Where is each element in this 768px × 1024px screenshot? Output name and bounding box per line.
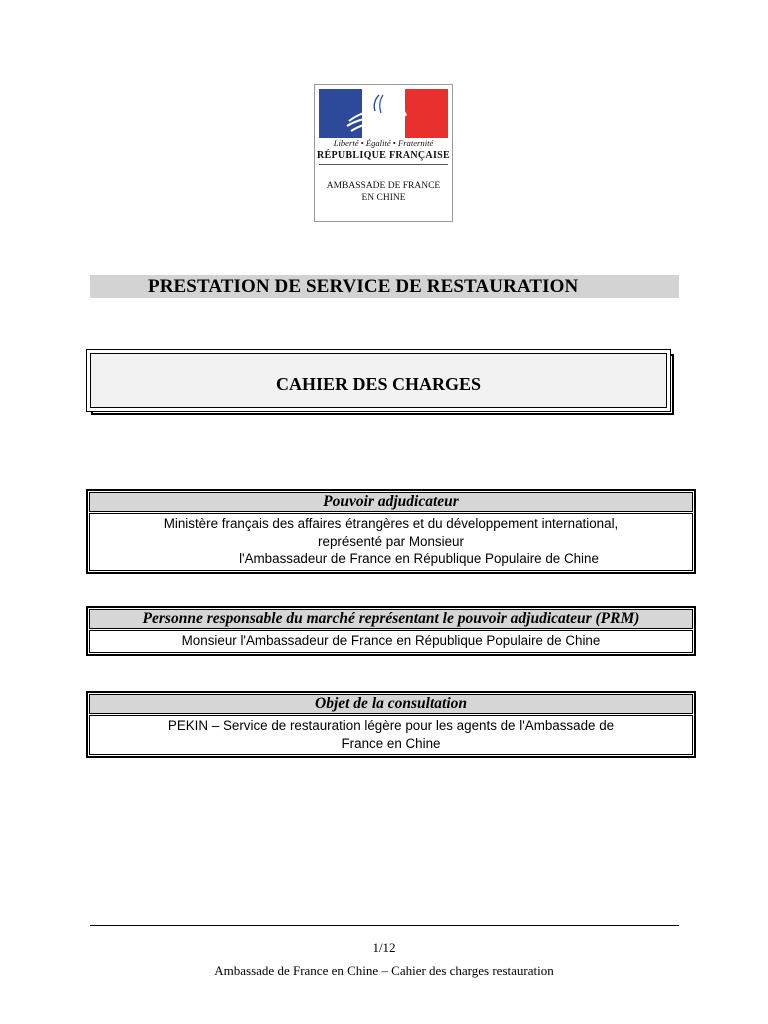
document-title-bar bbox=[90, 275, 679, 298]
logo-embassy-name bbox=[315, 180, 452, 204]
section-header: Pouvoir adjudicateur bbox=[89, 492, 693, 512]
document-title: PRESTATION DE SERVICE DE RESTAURATION bbox=[148, 276, 579, 297]
section-line: Ministère français des affaires étrangères et du développement international, bbox=[163, 516, 619, 531]
page-number: 1/12 bbox=[372, 940, 396, 955]
cahier-box bbox=[86, 349, 671, 412]
section-body bbox=[89, 630, 693, 653]
section-prm bbox=[86, 606, 696, 656]
section-line: représenté par Monsieur bbox=[318, 533, 464, 549]
section-body bbox=[89, 513, 693, 571]
section-objet-consultation bbox=[86, 691, 696, 758]
cahier-title: CAHIER DES CHARGES bbox=[275, 374, 482, 394]
section-line: PEKIN – Service de restauration légère pour les agents de l'Ambassade de bbox=[167, 718, 615, 733]
section-header: Objet de la consultation bbox=[89, 694, 693, 714]
republique-francaise-logo bbox=[314, 84, 453, 222]
section-line: l'Ambassadeur de France en République Populaire de Chine bbox=[239, 551, 599, 566]
logo-republique-francaise: RÉPUBLIQUE FRANÇAISE bbox=[317, 150, 450, 161]
section-body bbox=[89, 715, 693, 755]
section-line: Monsieur l'Ambassadeur de France en République Populaire de Chine bbox=[181, 633, 601, 648]
footer-text: Ambassade de France en Chine – Cahier des charges restauration bbox=[214, 963, 554, 978]
logo-embassy-line1: AMBASSADE DE FRANCE bbox=[326, 181, 441, 191]
marianne-flag-icon bbox=[319, 89, 448, 138]
logo-divider bbox=[319, 164, 448, 165]
section-line: France en Chine bbox=[341, 735, 441, 751]
logo-embassy-line2: EN CHINE bbox=[361, 193, 406, 203]
logo-motto: Liberté • Égalité • Fraternité bbox=[333, 138, 434, 148]
cahier-box-inner bbox=[90, 353, 667, 408]
section-pouvoir-adjudicateur bbox=[86, 489, 696, 574]
footer-divider bbox=[90, 925, 679, 926]
section-header: Personne responsable du marché représentant le pouvoir adjudicateur (PRM) bbox=[89, 609, 693, 629]
